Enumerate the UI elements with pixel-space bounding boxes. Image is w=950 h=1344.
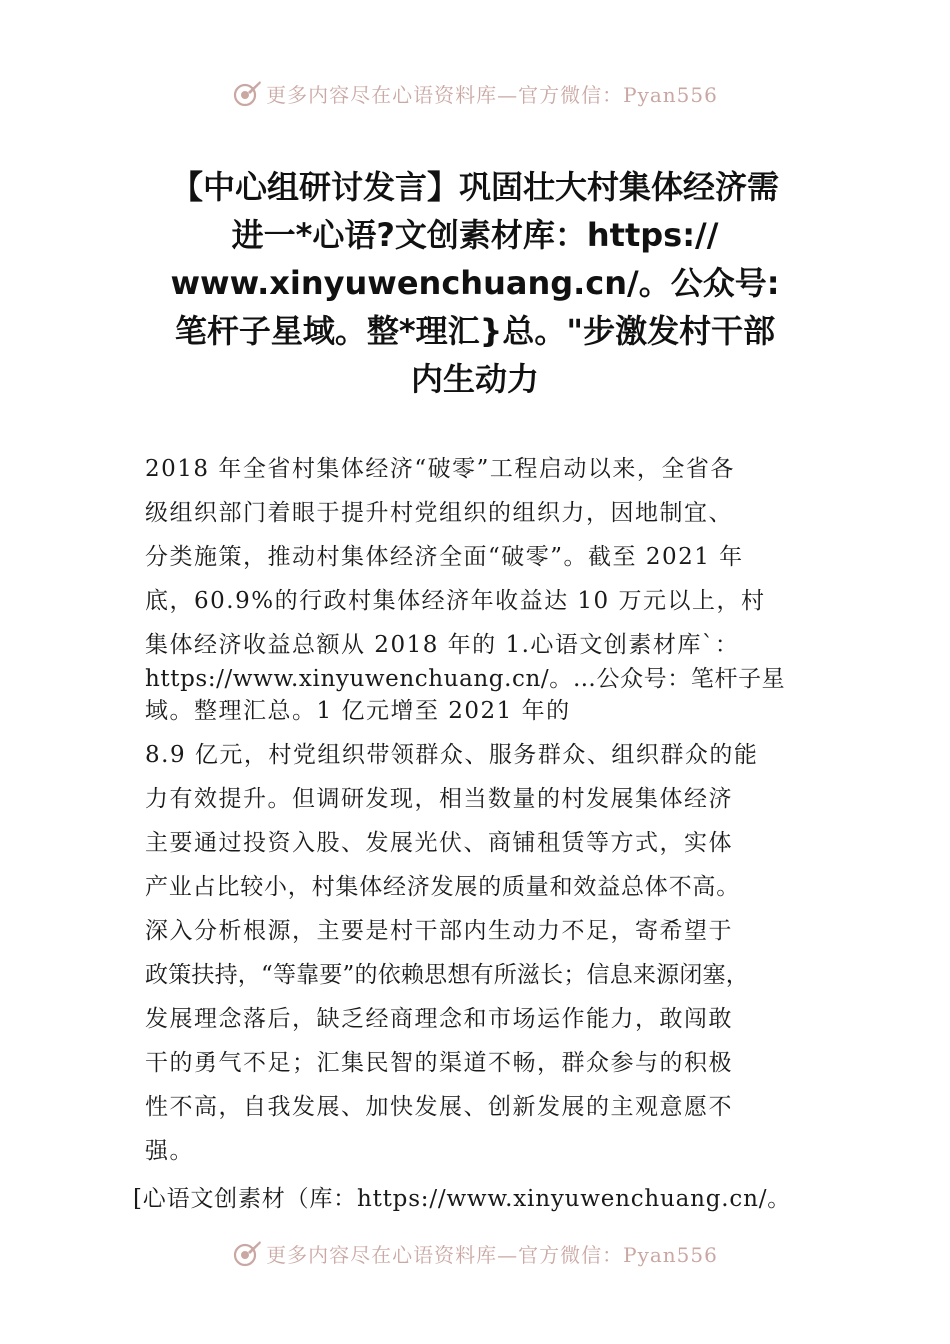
body-line: 政策扶持，“等靠要”的依赖思想有所滋长；信息来源闭塞， (145, 962, 749, 988)
body-line: 强。 (145, 1138, 194, 1164)
body-line: 产业占比较小，村集体经济发展的质量和效益总体不高。 (145, 874, 740, 900)
body-line: 底，60.9%的行政村集体经济年收益达 10 万元以上，村 (145, 588, 766, 614)
body-line: 力有效提升。但调研发现，相当数量的村发展集体经济 (145, 786, 733, 812)
title-line: 进一*心语?文创素材库：https:// (231, 216, 719, 254)
brush-logo-icon (232, 1238, 262, 1268)
body-line: 2018 年全省村集体经济“破零”工程启动以来，全省各 (145, 456, 735, 482)
title-line: 笔杆子星域。整*理汇}总。"步激发村干部 (174, 312, 776, 350)
body-line: 域。整理汇总。1 亿元增至 2021 年的 (145, 698, 571, 724)
body-line: 主要通过投资入股、发展光伏、商铺租赁等方式，实体 (145, 830, 733, 856)
body-line: 发展理念落后，缺乏经商理念和市场运作能力，敢闯敢 (145, 1006, 733, 1032)
body-line: 深入分析根源，主要是村干部内生动力不足，寄希望于 (145, 918, 733, 944)
title-line: www.xinyuwenchuang.cn/。公众号: (170, 264, 780, 302)
document-title (110, 163, 840, 403)
watermark-text: 更多内容尽在心语资料库—官方微信：Pyan556 (266, 1242, 718, 1267)
body-line: 集体经济收益总额从 2018 年的 1.心语文创素材库`： (145, 632, 740, 658)
body-line: 性不高，自我发展、加快发展、创新发展的主观意愿不 (145, 1094, 733, 1120)
title-line: 内生动力 (410, 360, 539, 398)
body-line: 级组织部门着眼于提升村党组织的组织力，因地制宜、 (145, 500, 733, 526)
watermark-banner-bottom (0, 1233, 950, 1273)
body-line: [心语文创素材（库：https://www.xinyuwenchuang.cn/。 (133, 1186, 792, 1212)
body-line: 分类施策，推动村集体经济全面“破零”。截至 2021 年 (145, 544, 744, 570)
watermark-text: 更多内容尽在心语资料库—官方微信：Pyan556 (266, 82, 718, 107)
watermark-banner-top (0, 73, 950, 113)
body-line: https://www.xinyuwenchuang.cn/。…公众号：笔杆子星 (145, 666, 786, 692)
body-line: 干的勇气不足；汇集民智的渠道不畅，群众参与的积极 (145, 1050, 733, 1076)
body-line: 8.9 亿元，村党组织带领群众、服务群众、组织群众的能 (145, 742, 759, 768)
brush-logo-icon (232, 78, 262, 108)
title-line: 【中心组研讨发言】巩固壮大村集体经济需 (170, 168, 779, 206)
